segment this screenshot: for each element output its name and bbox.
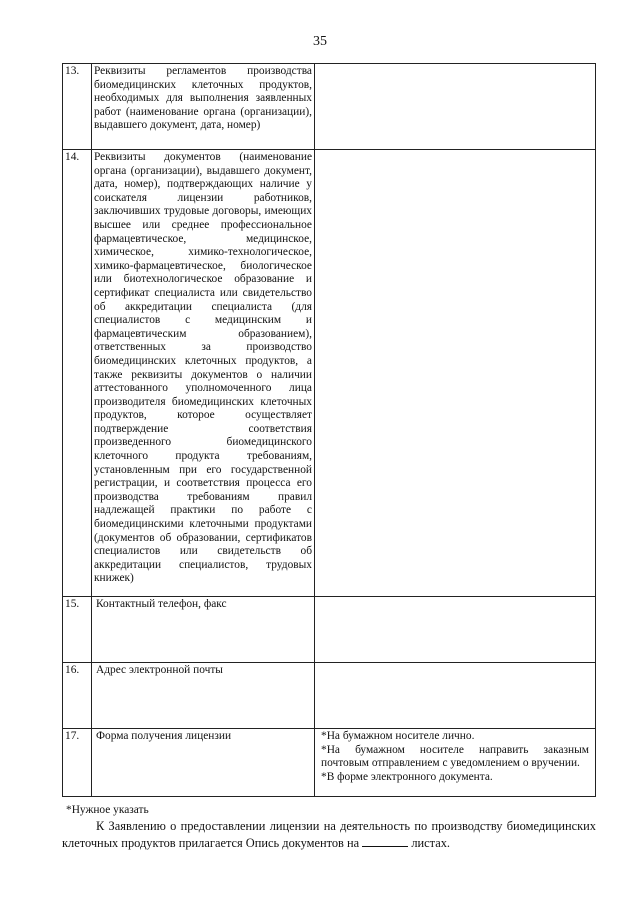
application-form-table [62,63,596,797]
row-value-cell [315,729,596,797]
table-row [63,597,596,663]
table-row [63,663,596,729]
row-label: Реквизиты регламентов производства биомедицинских клеточных продуктов, необходимых для выполнения заявленных работ (наименование органа (организации), выдавшего документ, дата, номер) [92,64,315,150]
table-row [63,150,596,597]
row-number: 15. [63,597,92,663]
sheet-count-blank [362,834,408,847]
option-text: *В форме электронного документа. [321,770,493,783]
row-number: 17. [63,729,92,797]
footnote: *Нужное указать [66,804,149,816]
row-label: Реквизиты документов (наименование органа (организации), выдавшего документ, дата, номер), подтверждающих наличие у соискателя лицензии работников, заключивших трудовые договоры, имеющих высшее или среднее профессиональное фармацевтическое, медицинское, химическое, химико-технологическое, химико-фармацевтическое, биологическое или биотехнологическое образование и сертификат специалиста или свидетельство об аккредитации специалиста (для специалистов с медицинским и фармацевтическим образованием), ответственных за производство биомедицинских клеточных продуктов, а также реквизиты документов о наличии аттестованного уполномоченного лица производителя биомедицинских клеточных продуктов, которое осуществляет подтверждение соответствия произведенного биомедицинского клеточного продукта требованиям, установленным при его государственной регистрации, и соответствия процесса его производства требованиям правил надлежащей практики по работе с биомедицинскими клеточными продуктами (документов об образовании, сертификатов специалистов или свидетельств об аккредитации специалистов, трудовых книжек) [92,150,315,597]
option-text: *На бумажном носителе лично. [321,730,475,742]
closing-text-end: листах. [411,836,451,850]
closing-paragraph [62,818,596,851]
table-row [63,64,596,150]
row-value-cell [315,597,596,663]
table-row [63,729,596,797]
row-value-cell [315,64,596,150]
row-value-cell [315,663,596,729]
closing-text: К Заявлению о предоставлении лицензии на деятельность по производству биомедицинских клеточных продуктов прилагается Опись документов на [62,819,596,850]
row-label: Контактный телефон, факс [92,597,315,663]
row-number: 14. [63,150,92,597]
row-label: Адрес электронной почты [92,663,315,729]
row-label: Форма получения лицензии [92,729,315,797]
row-number: 13. [63,64,92,150]
page-number: 35 [313,34,327,49]
option-text: *На бумажном носителе направить заказным почтовым отправлением с уведомлением о вручении. [321,743,589,770]
row-number: 16. [63,663,92,729]
row-value-cell [315,150,596,597]
